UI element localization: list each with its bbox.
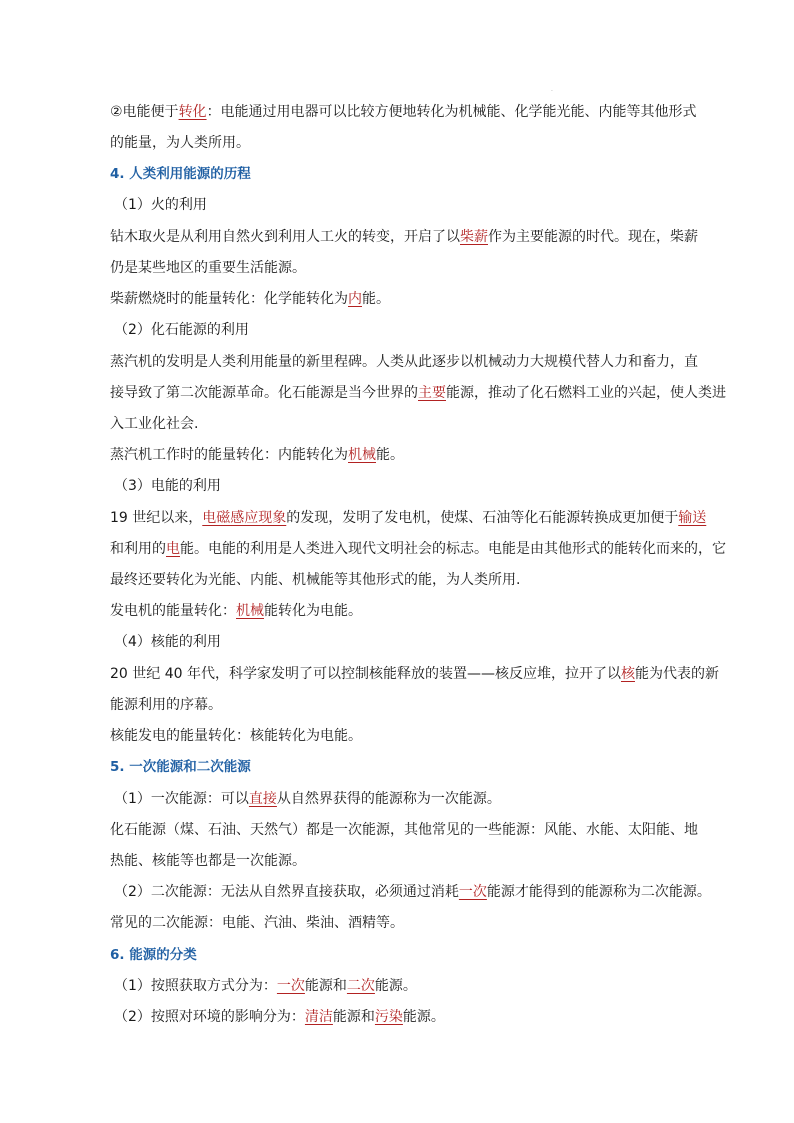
text-segment: 能源，推动了化石燃料工业的兴起，使人类进 bbox=[446, 385, 726, 401]
para-line-1 bbox=[110, 102, 697, 122]
text-segment: 能转化为电能。 bbox=[264, 603, 362, 619]
answer-underline: 清洁 bbox=[304, 1009, 333, 1025]
text-segment: 和利用的 bbox=[110, 541, 166, 557]
para-line-2 bbox=[110, 133, 250, 153]
subheading-fossil bbox=[114, 320, 249, 340]
section-heading-6 bbox=[110, 945, 197, 965]
answer-underline: 转化 bbox=[178, 104, 207, 120]
text-segment: 的能量，为人类所用。 bbox=[110, 135, 250, 151]
text-segment: 蒸汽机工作时的能量转化：内能转化为 bbox=[110, 447, 348, 463]
text-segment: 最终还要转化为光能、内能、机械能等其他形式的能，为人类所用. bbox=[110, 572, 521, 588]
answer-underline: 输送 bbox=[678, 510, 707, 526]
text-segment: 从自然界获得的能源称为一次能源。 bbox=[276, 791, 501, 807]
answer-underline: 主要 bbox=[418, 385, 446, 401]
subheading-nuclear bbox=[114, 632, 221, 652]
para-line-24 bbox=[110, 820, 698, 840]
answer-underline: 内 bbox=[348, 291, 362, 307]
text-segment: 能。电能的利用是人类进入现代文明社会的标志。电能是由其他形式的能转化而来的，它 bbox=[180, 541, 726, 557]
text-segment: 作为主要能源的时代。现在，柴薪 bbox=[488, 229, 698, 245]
para-primary-def bbox=[114, 789, 501, 809]
answer-underline: 核 bbox=[620, 666, 635, 682]
text-segment: 4. 人类利用能源的历程 bbox=[110, 166, 251, 182]
para-line-20 bbox=[110, 695, 222, 715]
text-segment: 能为代表的新 bbox=[634, 666, 719, 682]
text-segment: 6. 能源的分类 bbox=[110, 947, 197, 963]
text-segment: 发电机的能量转化： bbox=[110, 603, 236, 619]
text-segment: 能源和 bbox=[304, 978, 347, 994]
para-line-19 bbox=[110, 664, 719, 684]
text-segment: 蒸汽机的发明是人类利用能量的新里程碑。人类从此逐步以机械动力大规模代替人力和畜力，直 bbox=[110, 354, 698, 370]
text-segment: 接导致了第二次能源革命。化石能源是当今世界的 bbox=[110, 385, 418, 401]
para-line-16 bbox=[110, 570, 520, 590]
para-line-15 bbox=[110, 539, 726, 559]
text-segment: 能源。 bbox=[374, 978, 417, 994]
text-segment: 19 世纪以来， bbox=[110, 510, 203, 526]
para-line-6 bbox=[110, 258, 306, 278]
text-segment: 核能发电的能量转化：核能转化为电能。 bbox=[110, 728, 362, 744]
answer-underline: 电磁感应现象 bbox=[202, 510, 287, 526]
answer-underline: 机械 bbox=[236, 603, 264, 619]
text-segment: （4）核能的利用 bbox=[114, 634, 221, 650]
answer-underline: 电 bbox=[166, 541, 180, 557]
para-classify-1 bbox=[114, 976, 417, 996]
text-segment: 仍是某些地区的重要生活能源。 bbox=[110, 260, 306, 276]
text-segment: ②电能便于 bbox=[110, 104, 179, 120]
answer-underline: 直接 bbox=[248, 791, 277, 807]
para-line-17 bbox=[110, 601, 362, 621]
text-segment: 能源和 bbox=[332, 1009, 375, 1025]
para-line-5 bbox=[110, 227, 698, 247]
answer-underline: 一次 bbox=[276, 978, 305, 994]
text-segment: 能。 bbox=[362, 291, 390, 307]
text-segment: （2）二次能源：无法从自然界直接获取，必须通过消耗 bbox=[114, 884, 459, 900]
text-segment: 化石能源（煤、石油、天然气）都是一次能源，其他常见的一些能源：风能、水能、太阳能、地 bbox=[110, 822, 698, 838]
text-segment: ：电能通过用电器可以比较方便地转化为机械能、化学能光能、内能等其他形式 bbox=[206, 104, 697, 120]
subheading-electric bbox=[114, 476, 221, 496]
answer-underline: 一次 bbox=[458, 884, 487, 900]
para-line-27 bbox=[110, 913, 404, 933]
text-segment: 5. 一次能源和二次能源 bbox=[110, 759, 251, 775]
text-segment: 入工业化社会. bbox=[110, 416, 199, 432]
text-segment: （1）火的利用 bbox=[114, 197, 207, 213]
text-segment: （3）电能的利用 bbox=[114, 478, 221, 494]
para-line-12 bbox=[110, 445, 404, 465]
text-segment: 能。 bbox=[376, 447, 404, 463]
answer-underline: 机械 bbox=[348, 447, 376, 463]
para-classify-2 bbox=[114, 1007, 445, 1027]
text-segment: 热能、核能等也都是一次能源。 bbox=[110, 853, 306, 869]
text-segment: 钻木取火是从利用自然火到利用人工火的转变，开启了以 bbox=[110, 229, 460, 245]
text-segment: （2）化石能源的利用 bbox=[114, 322, 249, 338]
text-segment: （1）按照获取方式分为： bbox=[114, 978, 277, 994]
text-segment: 的发现，发明了发电机，使煤、石油等化石能源转换成更加便于 bbox=[286, 510, 679, 526]
text-segment: 20 世纪 40 年代，科学家发明了可以控制核能释放的装置——核反应堆，拉开了以 bbox=[110, 666, 621, 682]
para-line-10 bbox=[110, 383, 726, 403]
answer-underline: 柴薪 bbox=[460, 229, 488, 245]
text-segment: 常见的二次能源：电能、汽油、柴油、酒精等。 bbox=[110, 915, 404, 931]
section-heading-5 bbox=[110, 757, 251, 777]
text-segment: （1）一次能源：可以 bbox=[114, 791, 249, 807]
subheading-fire bbox=[114, 195, 207, 215]
text-segment: 能源。 bbox=[402, 1009, 445, 1025]
para-secondary-def bbox=[114, 882, 711, 902]
para-line-14 bbox=[110, 508, 706, 528]
para-line-25 bbox=[110, 851, 306, 871]
answer-underline: 污染 bbox=[374, 1009, 403, 1025]
para-line-21 bbox=[110, 726, 362, 746]
text-segment: 柴薪燃烧时的能量转化：化学能转化为 bbox=[110, 291, 348, 307]
section-heading-4 bbox=[110, 164, 251, 184]
para-line-11 bbox=[110, 414, 198, 434]
answer-underline: 二次 bbox=[346, 978, 375, 994]
para-line-7 bbox=[110, 289, 390, 309]
para-line-9 bbox=[110, 352, 698, 372]
stray-mark: . bbox=[551, 86, 553, 93]
text-segment: （2）按照对环境的影响分为： bbox=[114, 1009, 305, 1025]
text-segment: 能源才能得到的能源称为二次能源。 bbox=[486, 884, 711, 900]
text-segment: 能源利用的序幕。 bbox=[110, 697, 222, 713]
